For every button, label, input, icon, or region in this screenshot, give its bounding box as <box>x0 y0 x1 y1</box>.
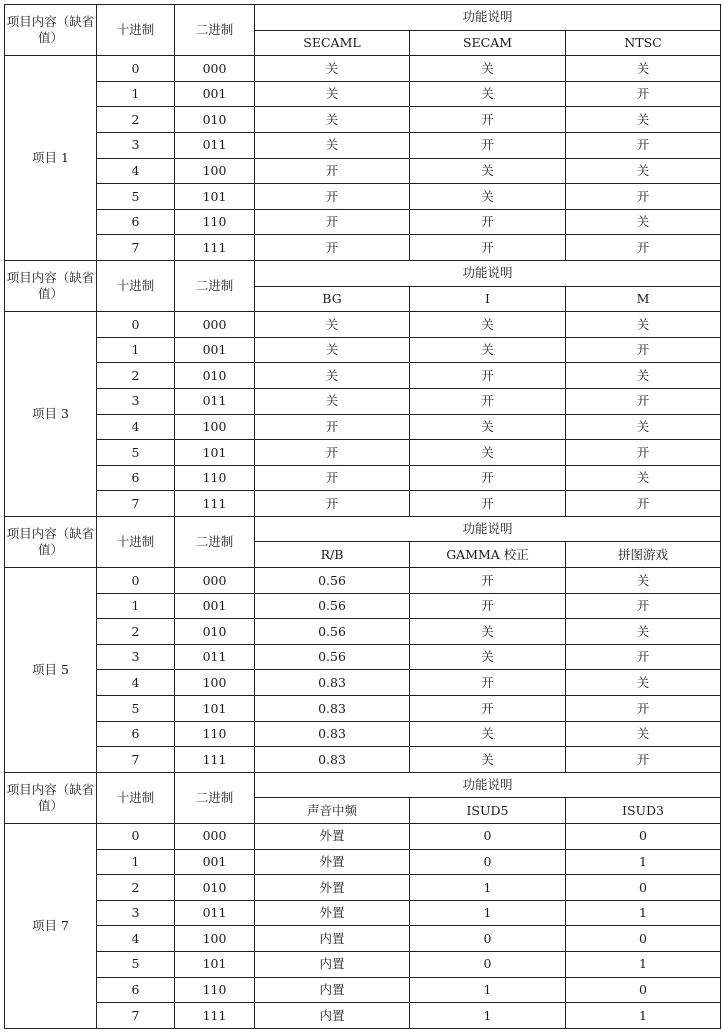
binary-cell: 010 <box>175 619 255 645</box>
decimal-cell: 5 <box>97 184 175 210</box>
section-header-row <box>5 516 721 542</box>
decimal-cell: 7 <box>97 235 175 261</box>
table-row <box>5 696 721 722</box>
value-cell: 外置 <box>255 900 410 926</box>
column-header-cell: NTSC <box>566 30 721 56</box>
binary-cell: 010 <box>175 875 255 901</box>
decimal-cell: 1 <box>97 337 175 363</box>
decimal-cell: 3 <box>97 900 175 926</box>
header-item-cell: 项目内容（缺省值） <box>5 5 97 56</box>
value-cell: 外置 <box>255 849 410 875</box>
value-cell: 1 <box>410 875 566 901</box>
table-row <box>5 619 721 645</box>
binary-cell: 100 <box>175 414 255 440</box>
decimal-cell: 5 <box>97 440 175 466</box>
value-cell: 内置 <box>255 951 410 977</box>
section-header-row <box>5 772 721 798</box>
value-cell: 0 <box>566 926 721 952</box>
value-cell: 0.83 <box>255 721 410 747</box>
value-cell: 关 <box>410 81 566 107</box>
decimal-cell: 2 <box>97 107 175 133</box>
value-cell: 开 <box>410 670 566 696</box>
value-cell: 1 <box>566 849 721 875</box>
value-cell: 开 <box>566 337 721 363</box>
value-cell: 开 <box>410 491 566 517</box>
value-cell: 关 <box>255 81 410 107</box>
table-row <box>5 849 721 875</box>
value-cell: 关 <box>566 721 721 747</box>
table-row <box>5 209 721 235</box>
binary-cell: 110 <box>175 977 255 1003</box>
value-cell: 关 <box>566 107 721 133</box>
table-row <box>5 107 721 133</box>
header-function-cell: 功能说明 <box>255 260 721 286</box>
table-row <box>5 56 721 82</box>
value-cell: 0.83 <box>255 747 410 773</box>
value-cell: 0.83 <box>255 696 410 722</box>
decimal-cell: 4 <box>97 414 175 440</box>
decimal-cell: 0 <box>97 568 175 594</box>
value-cell: 关 <box>255 107 410 133</box>
header-decimal-cell: 十进制 <box>97 260 175 311</box>
value-cell: 关 <box>255 337 410 363</box>
value-cell: 开 <box>410 388 566 414</box>
value-cell: 开 <box>410 696 566 722</box>
value-cell: 开 <box>255 491 410 517</box>
value-cell: 开 <box>566 747 721 773</box>
value-cell: 1 <box>410 1003 566 1029</box>
value-cell: 1 <box>410 977 566 1003</box>
table-row <box>5 875 721 901</box>
table-row <box>5 926 721 952</box>
table-row <box>5 388 721 414</box>
decimal-cell: 7 <box>97 491 175 517</box>
section-name-cell: 项目 1 <box>5 56 97 261</box>
column-header-cell: GAMMA 校正 <box>410 542 566 568</box>
table-row <box>5 491 721 517</box>
table-row <box>5 721 721 747</box>
value-cell: 0 <box>410 926 566 952</box>
value-cell: 关 <box>566 209 721 235</box>
decimal-cell: 2 <box>97 875 175 901</box>
binary-cell: 100 <box>175 158 255 184</box>
section-header-row <box>5 5 721 31</box>
value-cell: 开 <box>255 158 410 184</box>
table-row <box>5 1003 721 1029</box>
value-cell: 开 <box>566 696 721 722</box>
table-row <box>5 132 721 158</box>
value-cell: 开 <box>255 209 410 235</box>
decimal-cell: 6 <box>97 977 175 1003</box>
header-item-cell: 项目内容（缺省值） <box>5 772 97 823</box>
column-header-cell: 声音中频 <box>255 798 410 824</box>
column-header-cell: SECAM <box>410 30 566 56</box>
decimal-cell: 5 <box>97 951 175 977</box>
binary-cell: 101 <box>175 696 255 722</box>
value-cell: 开 <box>566 491 721 517</box>
decimal-cell: 3 <box>97 388 175 414</box>
value-cell: 0 <box>566 824 721 850</box>
value-cell: 关 <box>410 337 566 363</box>
table-row <box>5 414 721 440</box>
table-row <box>5 337 721 363</box>
binary-cell: 010 <box>175 107 255 133</box>
value-cell: 开 <box>255 440 410 466</box>
decimal-cell: 4 <box>97 158 175 184</box>
binary-cell: 101 <box>175 440 255 466</box>
decimal-cell: 7 <box>97 747 175 773</box>
value-cell: 开 <box>255 414 410 440</box>
decimal-cell: 5 <box>97 696 175 722</box>
value-cell: 开 <box>410 235 566 261</box>
value-cell: 关 <box>410 619 566 645</box>
decimal-cell: 1 <box>97 593 175 619</box>
table-row <box>5 951 721 977</box>
binary-cell: 110 <box>175 209 255 235</box>
column-header-cell: I <box>410 286 566 312</box>
section-name-cell: 项目 5 <box>5 568 97 773</box>
binary-cell: 011 <box>175 388 255 414</box>
header-function-cell: 功能说明 <box>255 516 721 542</box>
decimal-cell: 2 <box>97 619 175 645</box>
table-row <box>5 81 721 107</box>
value-cell: 0 <box>566 875 721 901</box>
column-header-cell: 拼图游戏 <box>566 542 721 568</box>
binary-cell: 000 <box>175 568 255 594</box>
value-cell: 0 <box>410 824 566 850</box>
value-cell: 关 <box>410 184 566 210</box>
binary-cell: 000 <box>175 824 255 850</box>
decimal-cell: 4 <box>97 926 175 952</box>
value-cell: 关 <box>410 747 566 773</box>
decimal-cell: 0 <box>97 56 175 82</box>
value-cell: 关 <box>566 568 721 594</box>
value-cell: 开 <box>410 593 566 619</box>
value-cell: 外置 <box>255 875 410 901</box>
table-row <box>5 158 721 184</box>
table-row <box>5 824 721 850</box>
value-cell: 开 <box>566 235 721 261</box>
value-cell: 关 <box>566 312 721 338</box>
binary-cell: 001 <box>175 337 255 363</box>
decimal-cell: 0 <box>97 824 175 850</box>
column-header-cell: R/B <box>255 542 410 568</box>
value-cell: 关 <box>566 158 721 184</box>
header-function-cell: 功能说明 <box>255 772 721 798</box>
binary-cell: 101 <box>175 184 255 210</box>
value-cell: 开 <box>410 132 566 158</box>
binary-cell: 000 <box>175 312 255 338</box>
value-cell: 开 <box>410 363 566 389</box>
value-cell: 关 <box>255 56 410 82</box>
table-row <box>5 900 721 926</box>
section-header-row <box>5 260 721 286</box>
value-cell: 关 <box>410 158 566 184</box>
decimal-cell: 6 <box>97 465 175 491</box>
value-cell: 0 <box>410 849 566 875</box>
binary-cell: 110 <box>175 721 255 747</box>
table-row <box>5 184 721 210</box>
header-binary-cell: 二进制 <box>175 5 255 56</box>
binary-cell: 111 <box>175 747 255 773</box>
value-cell: 关 <box>255 132 410 158</box>
header-decimal-cell: 十进制 <box>97 5 175 56</box>
value-cell: 关 <box>410 440 566 466</box>
header-binary-cell: 二进制 <box>175 260 255 311</box>
table-row <box>5 747 721 773</box>
value-cell: 关 <box>255 388 410 414</box>
header-decimal-cell: 十进制 <box>97 772 175 823</box>
table-row <box>5 644 721 670</box>
binary-cell: 111 <box>175 491 255 517</box>
value-cell: 关 <box>410 721 566 747</box>
binary-cell: 100 <box>175 926 255 952</box>
value-cell: 关 <box>566 465 721 491</box>
value-cell: 开 <box>566 644 721 670</box>
value-cell: 关 <box>410 312 566 338</box>
section-name-cell: 项目 3 <box>5 312 97 517</box>
decimal-cell: 4 <box>97 670 175 696</box>
table-body <box>5 5 721 1029</box>
header-item-cell: 项目内容（缺省值） <box>5 516 97 567</box>
binary-cell: 001 <box>175 849 255 875</box>
binary-cell: 010 <box>175 363 255 389</box>
value-cell: 开 <box>566 593 721 619</box>
value-cell: 关 <box>255 363 410 389</box>
binary-cell: 011 <box>175 900 255 926</box>
value-cell: 关 <box>566 414 721 440</box>
binary-cell: 000 <box>175 56 255 82</box>
value-cell: 关 <box>410 414 566 440</box>
binary-cell: 001 <box>175 81 255 107</box>
table-row <box>5 593 721 619</box>
value-cell: 开 <box>566 440 721 466</box>
value-cell: 开 <box>410 209 566 235</box>
binary-cell: 011 <box>175 644 255 670</box>
value-cell: 内置 <box>255 926 410 952</box>
table-row <box>5 363 721 389</box>
decimal-cell: 3 <box>97 644 175 670</box>
column-header-cell: SECAML <box>255 30 410 56</box>
value-cell: 1 <box>566 951 721 977</box>
value-cell: 1 <box>410 900 566 926</box>
value-cell: 开 <box>410 107 566 133</box>
decimal-cell: 1 <box>97 81 175 107</box>
value-cell: 1 <box>566 900 721 926</box>
value-cell: 开 <box>566 184 721 210</box>
value-cell: 开 <box>410 568 566 594</box>
value-cell: 开 <box>566 132 721 158</box>
value-cell: 0.56 <box>255 619 410 645</box>
value-cell: 开 <box>410 465 566 491</box>
value-cell: 0.56 <box>255 568 410 594</box>
decimal-cell: 3 <box>97 132 175 158</box>
value-cell: 关 <box>566 619 721 645</box>
column-header-cell: BG <box>255 286 410 312</box>
header-function-cell: 功能说明 <box>255 5 721 31</box>
value-cell: 关 <box>566 56 721 82</box>
binary-cell: 100 <box>175 670 255 696</box>
decimal-cell: 7 <box>97 1003 175 1029</box>
table-row <box>5 440 721 466</box>
value-cell: 0.56 <box>255 644 410 670</box>
binary-cell: 101 <box>175 951 255 977</box>
table-row <box>5 568 721 594</box>
decimal-cell: 6 <box>97 721 175 747</box>
value-cell: 开 <box>566 388 721 414</box>
binary-cell: 111 <box>175 1003 255 1029</box>
header-item-cell: 项目内容（缺省值） <box>5 260 97 311</box>
binary-cell: 011 <box>175 132 255 158</box>
column-header-cell: ISUD3 <box>566 798 721 824</box>
value-cell: 关 <box>566 363 721 389</box>
value-cell: 外置 <box>255 824 410 850</box>
value-cell: 关 <box>410 56 566 82</box>
column-header-cell: ISUD5 <box>410 798 566 824</box>
binary-cell: 111 <box>175 235 255 261</box>
binary-cell: 110 <box>175 465 255 491</box>
value-cell: 0.83 <box>255 670 410 696</box>
value-cell: 关 <box>410 644 566 670</box>
value-cell: 0.56 <box>255 593 410 619</box>
value-cell: 开 <box>255 184 410 210</box>
value-cell: 0 <box>410 951 566 977</box>
value-cell: 0 <box>566 977 721 1003</box>
binary-cell: 001 <box>175 593 255 619</box>
value-cell: 1 <box>566 1003 721 1029</box>
table-row <box>5 312 721 338</box>
decimal-cell: 0 <box>97 312 175 338</box>
table-row <box>5 465 721 491</box>
value-cell: 关 <box>566 670 721 696</box>
value-cell: 开 <box>255 465 410 491</box>
value-cell: 内置 <box>255 1003 410 1029</box>
table-row <box>5 235 721 261</box>
column-header-cell: M <box>566 286 721 312</box>
decimal-cell: 2 <box>97 363 175 389</box>
table-row <box>5 977 721 1003</box>
header-binary-cell: 二进制 <box>175 772 255 823</box>
header-decimal-cell: 十进制 <box>97 516 175 567</box>
decimal-cell: 6 <box>97 209 175 235</box>
value-cell: 开 <box>566 81 721 107</box>
function-table <box>4 4 721 1029</box>
table-row <box>5 670 721 696</box>
value-cell: 关 <box>255 312 410 338</box>
value-cell: 内置 <box>255 977 410 1003</box>
value-cell: 开 <box>255 235 410 261</box>
section-name-cell: 项目 7 <box>5 824 97 1029</box>
decimal-cell: 1 <box>97 849 175 875</box>
header-binary-cell: 二进制 <box>175 516 255 567</box>
